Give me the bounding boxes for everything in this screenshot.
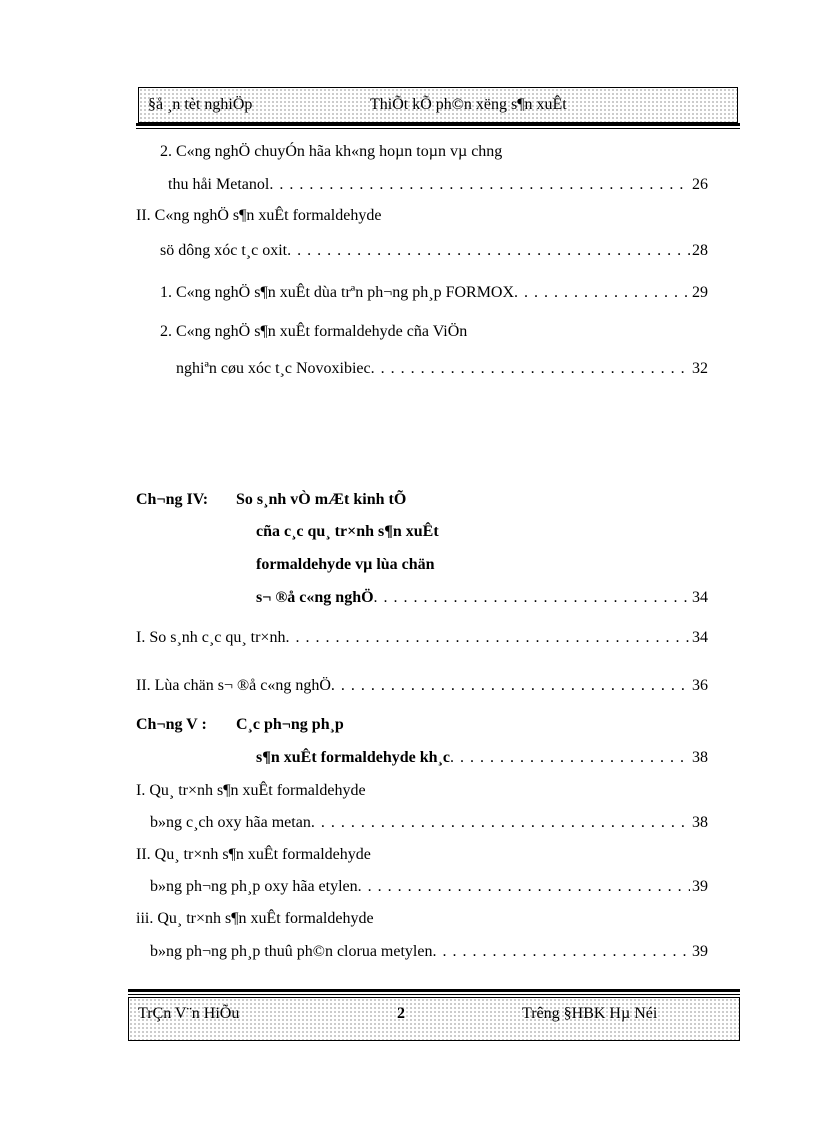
dot-leader: [285, 629, 690, 647]
toc-page-number: 34: [692, 589, 708, 606]
dot-leader: [287, 242, 690, 260]
toc-section: II. C«ng nghÖ s¶n xuÊt formaldehyde: [136, 207, 382, 224]
header-rule-thin: [136, 128, 740, 129]
chapter-title: C¸c ph¬ng ph¸p: [236, 716, 344, 733]
toc-page-number: 34: [692, 629, 708, 646]
toc-section: iii. Qu¸ tr×nh s¶n xuÊt formaldehyde: [136, 910, 374, 927]
header-left-title: §å ¸n tèt nghiÖp: [148, 96, 253, 113]
toc-page-number: 39: [692, 878, 708, 895]
toc-entry: [160, 284, 708, 302]
toc-entry: [150, 943, 708, 961]
toc-section: I. Qu¸ tr×nh s¶n xuÊt formaldehyde: [136, 782, 366, 799]
dot-leader: [371, 360, 690, 378]
toc-entry: [176, 360, 708, 378]
toc-entry-text: b»ng ph¬ng ph¸p oxy hãa etylen: [150, 878, 358, 895]
toc-entry: [168, 176, 708, 194]
toc-chapter-entry: [256, 589, 708, 607]
toc-entry: 2. C«ng nghÖ chuyÓn hãa kh«ng hoµn toµn vµ chng: [160, 143, 503, 160]
header-right-title: ThiÕt kÕ ph©n xëng s¶n xuÊt: [370, 96, 567, 113]
toc-entry-text: b»ng c¸ch oxy hãa metan: [150, 814, 311, 831]
dot-leader: [432, 943, 690, 961]
toc-page-number: 39: [692, 943, 708, 960]
dot-leader: [331, 677, 690, 695]
toc-entry-text: II. Lùa chän s¬ ®å c«ng nghÖ: [136, 677, 331, 694]
toc-page-number: 32: [692, 360, 708, 377]
toc-page-number: 38: [692, 814, 708, 831]
toc-entry: [150, 814, 708, 832]
footer-rule: [128, 989, 740, 992]
chapter-label: Ch¬ng V :: [136, 716, 207, 733]
toc-chapter-entry: [256, 749, 708, 767]
toc-entry: [136, 677, 708, 695]
toc-page-number: 29: [692, 284, 708, 301]
toc-page-number: 36: [692, 677, 708, 694]
toc-section: II. Qu¸ tr×nh s¶n xuÊt formaldehyde: [136, 846, 371, 863]
chapter-title-line: s¶n xuÊt formaldehyde kh¸c: [256, 749, 450, 766]
footer-rule-thin: [128, 994, 740, 995]
toc-entry: 2. C«ng nghÖ s¶n xuÊt formaldehyde cña ViÖn: [160, 323, 468, 340]
dot-leader: [450, 749, 690, 767]
footer-school: Trêng §HBK Hµ Néi: [522, 1005, 658, 1022]
dot-leader: [311, 814, 690, 832]
chapter-title-line: s¬ ®å c«ng nghÖ: [256, 589, 374, 606]
toc-entry: [160, 242, 708, 260]
footer-page-number: 2: [397, 1005, 405, 1022]
dot-leader: [514, 284, 690, 302]
chapter-title-line: formaldehyde vµ lùa chän: [256, 556, 435, 573]
toc-page-number: 26: [692, 176, 708, 193]
dot-leader: [358, 878, 690, 896]
toc-entry: [150, 878, 708, 896]
dot-leader: [374, 589, 690, 607]
chapter-label: Ch¬ng IV:: [136, 491, 209, 508]
toc-entry-text: sö dông xóc t¸c oxit: [160, 242, 288, 259]
toc-entry-text: nghiªn cøu xóc t¸c Novoxibiec: [176, 360, 371, 377]
toc-page-number: 28: [692, 242, 708, 259]
toc-entry-text: 1. C«ng nghÖ s¶n xuÊt dùa trªn ph¬ng ph¸p FORMOX: [160, 284, 515, 301]
footer-author: TrÇn V¨n HiÕu: [138, 1005, 240, 1022]
chapter-title-line: cña c¸c qu¸ tr×nh s¶n xuÊt: [256, 523, 439, 540]
header-rule: [136, 123, 740, 126]
toc-entry-text: b»ng ph¬ng ph¸p thuû ph©n clorua metylen: [150, 943, 433, 960]
toc-entry-text: I. So s¸nh c¸c qu¸ tr×nh: [136, 629, 286, 646]
dot-leader: [269, 176, 690, 194]
toc-entry-text: thu håi Metanol: [168, 176, 270, 193]
toc-entry: [136, 629, 708, 647]
chapter-title: So s¸nh vÒ mÆt kinh tÕ: [236, 491, 407, 508]
toc-page-number: 38: [692, 749, 708, 766]
